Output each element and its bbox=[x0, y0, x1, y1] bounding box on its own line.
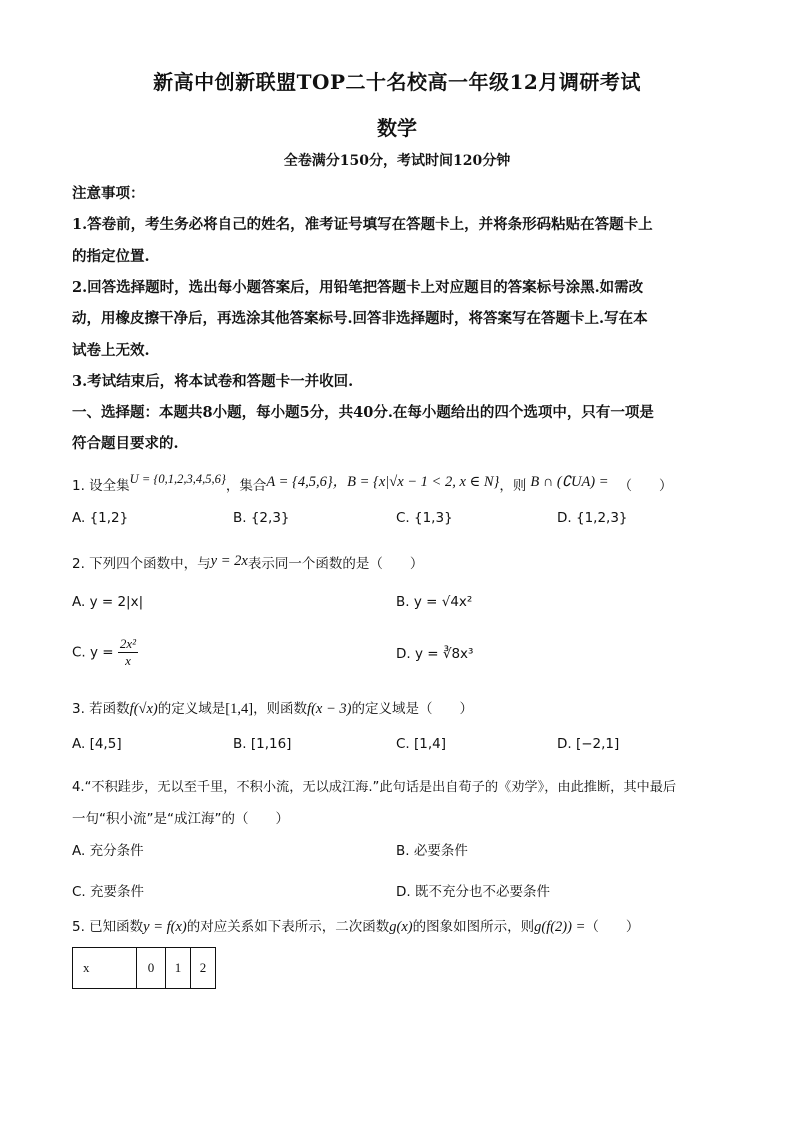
table-cell-x: x bbox=[73, 948, 137, 989]
notice-item2-line1: 2.回答选择题时，选出每小题答案后，用铅笔把答题卡上对应题目的答案标号涂黑.如需改 bbox=[72, 279, 644, 296]
q4-option-d: D. 既不充分也不必要条件 bbox=[396, 884, 550, 900]
question-5 bbox=[72, 915, 639, 936]
q1-set-u: U = {0,1,2,3,4,5,6} bbox=[129, 472, 226, 486]
exam-info: 全卷满分150分，考试时间120分钟 bbox=[283, 153, 511, 169]
notice-heading: 注意事项： bbox=[72, 185, 145, 202]
notice-item2-line2: 动，用橡皮擦干净后，再选涂其他答案标号.回答非选择题时，将答案写在答题卡上.写在本 bbox=[72, 310, 648, 327]
question-3 bbox=[72, 697, 473, 718]
q1-set-a: A = {4,5,6} bbox=[266, 474, 333, 490]
q1-option-b: B. {2,3} bbox=[233, 510, 290, 526]
table-cell-2: 2 bbox=[191, 948, 216, 989]
q1-option-d: D. {1,2,3} bbox=[557, 510, 628, 526]
notice-item2-line3: 试卷上无效. bbox=[72, 342, 150, 359]
q2-option-b: B. y = √4x² bbox=[396, 594, 473, 610]
q4-option-a: A. 充分条件 bbox=[72, 843, 144, 859]
q1-option-c: C. {1,3} bbox=[396, 510, 453, 526]
section1-line2: 符合题目要求的. bbox=[72, 435, 179, 452]
exam-title: 新高中创新联盟TOP二十名校高一年级12月调研考试 bbox=[153, 70, 641, 94]
q2-option-c-label: C. y = bbox=[72, 644, 114, 661]
q1-tail: ，则 bbox=[499, 478, 527, 494]
q2-func: y = 2x bbox=[210, 553, 248, 569]
q5-prefix: 5. 已知函数 bbox=[72, 919, 144, 935]
q1-expr: B ∩ (∁UA) = bbox=[530, 474, 609, 490]
q2-option-c bbox=[72, 636, 138, 669]
q1-mid: ，集合 bbox=[225, 478, 267, 494]
q1-prefix: 1. 设全集 bbox=[72, 478, 130, 494]
q2-option-c-numerator: 2x² bbox=[119, 636, 137, 651]
q3-prefix: 3. 若函数 bbox=[72, 701, 130, 717]
q4-option-c: C. 充要条件 bbox=[72, 884, 145, 900]
q3-option-b: B. [1,16] bbox=[233, 736, 292, 752]
q5-paren: （ ） bbox=[585, 919, 640, 935]
q2-option-c-fraction bbox=[118, 636, 138, 669]
q5-value-table bbox=[72, 947, 216, 989]
q5-func: y = f(x) bbox=[143, 919, 187, 935]
q3-f2: f(x − 3) bbox=[307, 701, 352, 717]
q2-prefix: 2. 下列四个函数中，与 bbox=[72, 556, 211, 572]
table-cell-1: 1 bbox=[166, 948, 191, 989]
section1-line1: 一、选择题：本题共8小题，每小题5分，共40分.在每小题给出的四个选项中，只有一项是 bbox=[72, 404, 654, 421]
q3-mid1: 的定义域是 bbox=[157, 701, 226, 717]
question-1 bbox=[72, 474, 673, 495]
question-2 bbox=[72, 552, 423, 573]
q5-mid2: 的图象如图所示，则 bbox=[412, 919, 535, 935]
q3-option-a: A. [4,5] bbox=[72, 736, 122, 752]
q3-tail: 的定义域是（ ） bbox=[351, 701, 473, 717]
q5-mid1: 的对应关系如下表所示，二次函数 bbox=[186, 919, 390, 935]
q5-expr: g(f(2)) = bbox=[534, 919, 586, 935]
notice-item3: 3.考试结束后，将本试卷和答题卡一并收回. bbox=[72, 373, 354, 390]
q2-option-a: A. y = 2|x| bbox=[72, 594, 144, 610]
q3-f1: f(√x) bbox=[129, 701, 158, 717]
q1-option-a: A. {1,2} bbox=[72, 510, 129, 526]
notice-item1-line2: 的指定位置. bbox=[72, 248, 150, 265]
exam-subject: 数学 bbox=[377, 116, 417, 140]
q1-paren: （ ） bbox=[618, 478, 673, 494]
table-cell-0: 0 bbox=[137, 948, 166, 989]
notice-item1-line1: 1.答卷前，考生务必将自己的姓名，准考证号填写在答题卡上，并将条形码粘贴在答题卡上 bbox=[72, 216, 653, 233]
q4-line2: 一句“积小流”是“成江海”的（ ） bbox=[72, 811, 289, 827]
q3-mid2: ，则函数 bbox=[253, 701, 308, 717]
table-row bbox=[73, 948, 216, 989]
q2-tail: 表示同一个函数的是（ ） bbox=[247, 556, 424, 572]
q2-option-c-denominator: x bbox=[125, 653, 131, 668]
q2-option-d: D. y = ∛8x³ bbox=[396, 646, 474, 662]
q3-option-c: C. [1,4] bbox=[396, 736, 447, 752]
q4-option-b: B. 必要条件 bbox=[396, 843, 468, 859]
q1-set-b: ，B = {x|√x − 1 < 2, x ∈ N} bbox=[332, 474, 500, 490]
q5-g: g(x) bbox=[389, 919, 413, 935]
q3-dom1: [1,4] bbox=[225, 701, 254, 717]
q3-option-d: D. [−2,1] bbox=[557, 736, 620, 752]
q4-line1: 4.“不积跬步，无以至千里，不积小流，无以成江海.”此句话是出自荀子的《劝学》，由此推断，其中最后 bbox=[72, 780, 677, 795]
